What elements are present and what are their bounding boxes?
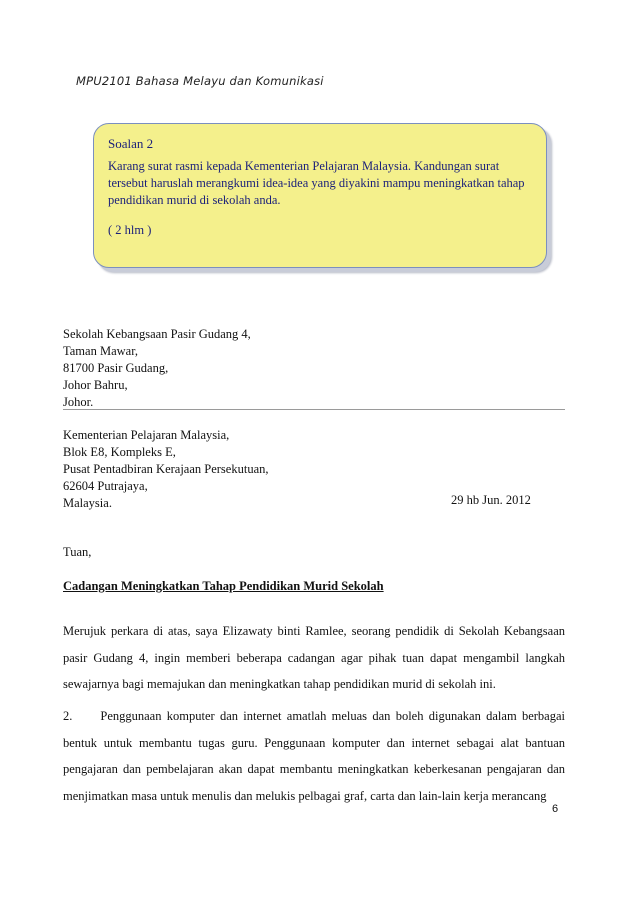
sender-address-line: Johor Bahru, xyxy=(63,378,128,392)
question-title: Soalan 2 xyxy=(108,136,154,151)
recipient-address-line: Kementerian Pelajaran Malaysia, xyxy=(63,428,230,442)
recipient-address-line: 62604 Putrajaya, xyxy=(63,479,148,493)
recipient-address-line: Pusat Pentadbiran Kerajaan Persekutuan, xyxy=(63,462,269,476)
page-number: 6 xyxy=(552,803,559,815)
sender-address-line: Sekolah Kebangsaan Pasir Gudang 4, xyxy=(63,327,251,341)
question-box xyxy=(93,123,547,268)
paragraph-2-text: Penggunaan komputer dan internet amatlah meluas dan boleh digunakan dalam berbagai bentuk untuk membantu tugas guru. Penggunaan komputer dan internet sebagai alat bantuan pengajaran dan pembelajaran akan dapat membantu meningkatkan keberkesanan pengajaran dan menjimatkan masa untuk menulis dan melukis pelbagai graf, carta dan lain-lain kerja merancang xyxy=(63,709,565,803)
sender-address-line: Johor. xyxy=(63,395,94,409)
question-body: Karang surat rasmi kepada Kementerian Pelajaran Malaysia. Kandungan surat tersebut haruslah merangkumi idea-idea yang diyakini mampu meningkatkan tahap pendidikan murid di sekolah anda. xyxy=(108,159,525,207)
sender-address-line: Taman Mawar, xyxy=(63,344,138,358)
paragraph-number: 2. xyxy=(63,709,73,723)
question-page-count: ( 2 hlm ) xyxy=(108,223,152,237)
sender-address-line: 81700 Pasir Gudang, xyxy=(63,361,169,375)
paragraph-1: Merujuk perkara di atas, saya Elizawaty binti Ramlee, seorang pendidik di Sekolah Kebangsaan pasir Gudang 4, ingin memberi beberapa cadangan agar pihak tuan dapat mengambil langkah sewajarnya bagi memajukan dan meningkatkan tahap pendidikan murid di sekolah ini. xyxy=(63,624,565,691)
document-header: MPU2101 Bahasa Melayu dan Komunikasi xyxy=(76,74,324,88)
recipient-address-line: Blok E8, Kompleks E, xyxy=(63,445,176,459)
recipient-address-line: Malaysia. xyxy=(63,496,112,510)
divider xyxy=(63,409,565,410)
recipient-address xyxy=(63,427,269,512)
letter-date: 29 hb Jun. 2012 xyxy=(451,493,531,507)
paragraph-2 xyxy=(63,703,565,809)
letter-subject: Cadangan Meningkatkan Tahap Pendidikan Murid Sekolah xyxy=(63,579,384,593)
salutation: Tuan, xyxy=(63,545,92,559)
sender-address xyxy=(63,326,251,411)
